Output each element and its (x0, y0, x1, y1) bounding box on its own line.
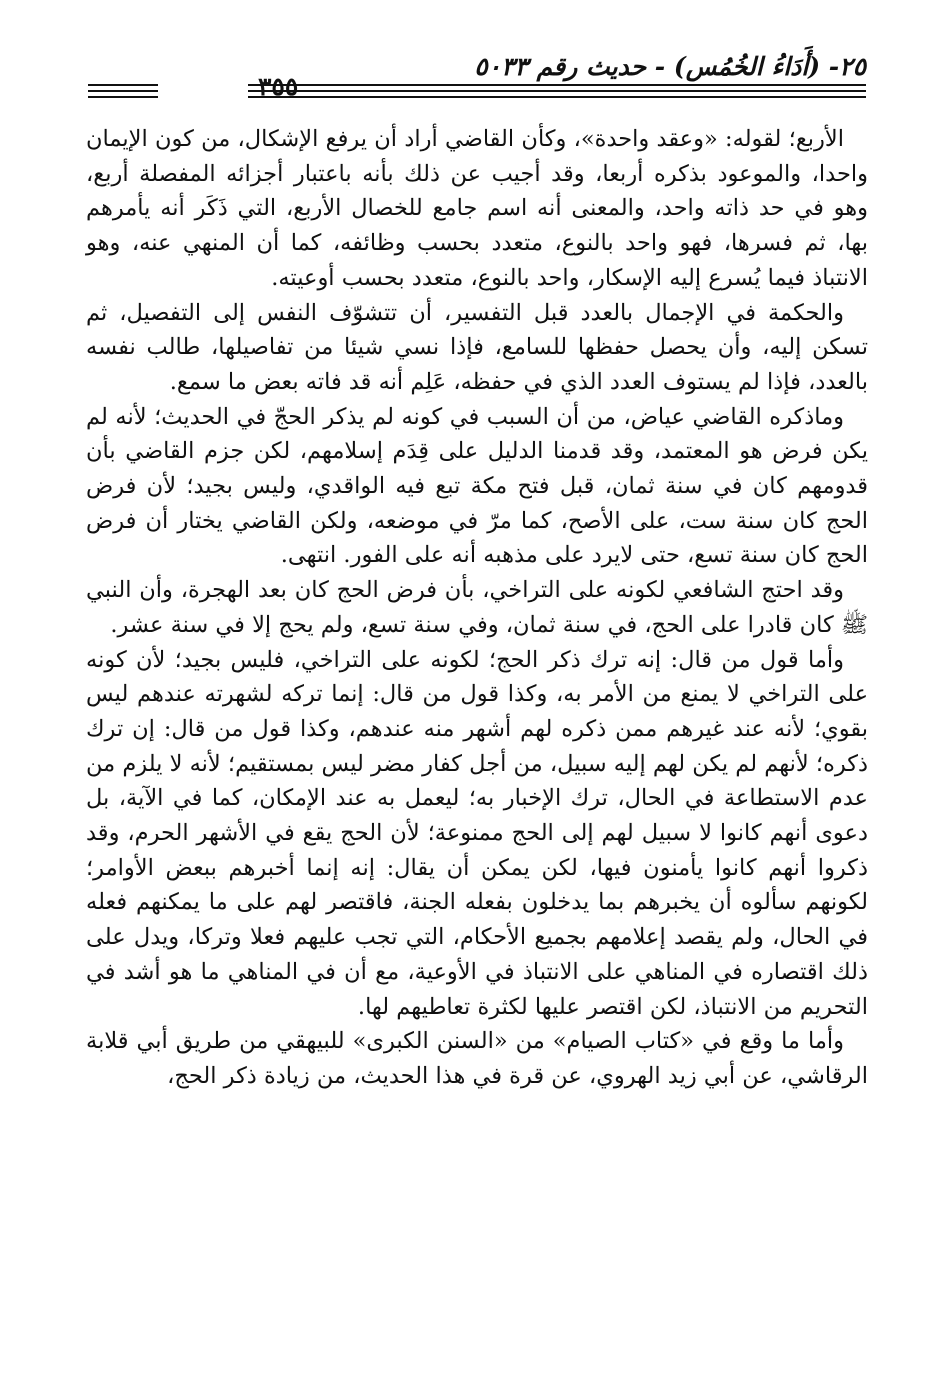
page-header (88, 50, 866, 100)
running-title: ٢٥- (أَدَاءُ الخُمُس) - حديث رقم ٥٠٣٣ (474, 52, 866, 81)
paragraph: الأربع؛ لقوله: «وعقد واحدة»، وكأن القاضي أراد أن يرفع الإشكال، من كون الإيمان واحدا، والموعود بذكره أربعا، وقد أجيب عن ذلك بأنه باعتبار أجزائه المفصلة أربع، وهو في حد ذاته واحد، والمعنى أنه اسم جامع للخصال الأربع، التي ذَكَر أنه يأمرهم بها، ثم فسرها، فهو واحد بالنوع، متعدد بحسب وظائفه، كما أن المنهي عنه، وهو الانتباذ فيما يُسرع إليه الإسكار، واحد بالنوع، متعدد بحسب أوعيته. (86, 126, 868, 291)
header-rule (88, 90, 158, 92)
paragraph: وماذكره القاضي عياض، من أن السبب في كونه لم يذكر الحجّ في الحديث؛ لأنه لم يكن فرض هو المعتمد، وقد قدمنا الدليل على قِدَم إسلامهم، لكن جزم القاضي بأن قدومهم كان في سنة ثمان، قبل فتح مكة تبع فيه الواقدي، وليس بجيد؛ لأن فرض الحج كان سنة ست، على الأصح، كما مرّ في موضعه، ولكن القاضي يختار أن فرض الحج كان سنة تسع، حتى لايرد على مذهبه أنه على الفور. انتهى. (86, 403, 868, 569)
paragraph: وأما قول من قال: إنه ترك ذكر الحج؛ لكونه على التراخي، فليس بجيد؛ لأن كونه على التراخي لا يمنع من الأمر به، وكذا قول من قال: إنما تركه لشهرته عندهم ليس بقوي؛ لأنه عند غيرهم ممن ذكره لهم أشهر منه عندهم، وكذا قول من قال: إن ترك ذكره؛ لأنهم لم يكن لهم إليه سبيل، من أجل كفار مضر ليس بمستقيم؛ لأنه لا يلزم من عدم الاستطاعة في الحال، ترك الإخبار به؛ ليعمل به عند الإمكان، كما في الآية، بل دعوى أنهم كانوا لا سبيل لهم إلى الحج ممنوعة؛ لأن الحج يقع في الأشهر الحرم، وقد ذكروا أنهم كانوا يأمنون فيها، لكن يمكن أن يقال: إنه إنما أخبرهم ببعض الأوامر؛ لكونهم سألوه أن يخبرهم بما يدخلون بفعله الجنة، فاقتصر لهم على ما يمكنهم فعله في الحال، ولم يقصد إعلامهم بجميع الأحكام، التي تجب عليهم فعلا وتركا، ويدل على ذلك اقتصاره في المناهي على الانتباذ في الأوعية، مع أن في المناهي ما هو أشد في التحريم من الانتباذ، لكن اقتصر عليها لكثرة تعاطيهم لها. (86, 646, 868, 1020)
page-number: ٣٥٥ (258, 72, 299, 101)
header-rule (88, 84, 158, 86)
body-text (86, 122, 868, 1094)
paragraph: والحكمة في الإجمال بالعدد قبل التفسير، أن تتشوّف النفس إلى التفصيل، ثم تسكن إليه، وأن يحصل حفظها للسامع، فإذا نسي شيئا من تفاصيلها، طالب نفسه بالعدد، فإذا لم يستوف العدد الذي في حفظه، عَلِم أنه قد فاته بعض ما سمع. (86, 299, 868, 395)
paragraph: وأما ما وقع في «كتاب الصيام» من «السنن الكبرى» للبيهقي من طريق أبي قلابة الرقاشي، عن أبي زيد الهروي، عن قرة في هذا الحديث، من زيادة ذكر الحج، (86, 1028, 868, 1089)
header-rule (88, 96, 158, 98)
header-rule (248, 84, 866, 86)
paragraph: وقد احتج الشافعي لكونه على التراخي، بأن فرض الحج كان بعد الهجرة، وأن النبي ﷺ كان قادرا على الحج، في سنة ثمان، وفي سنة تسع، ولم يحج إلا في سنة عشر. (86, 577, 868, 638)
header-rule (248, 90, 866, 92)
header-rule (248, 96, 866, 98)
